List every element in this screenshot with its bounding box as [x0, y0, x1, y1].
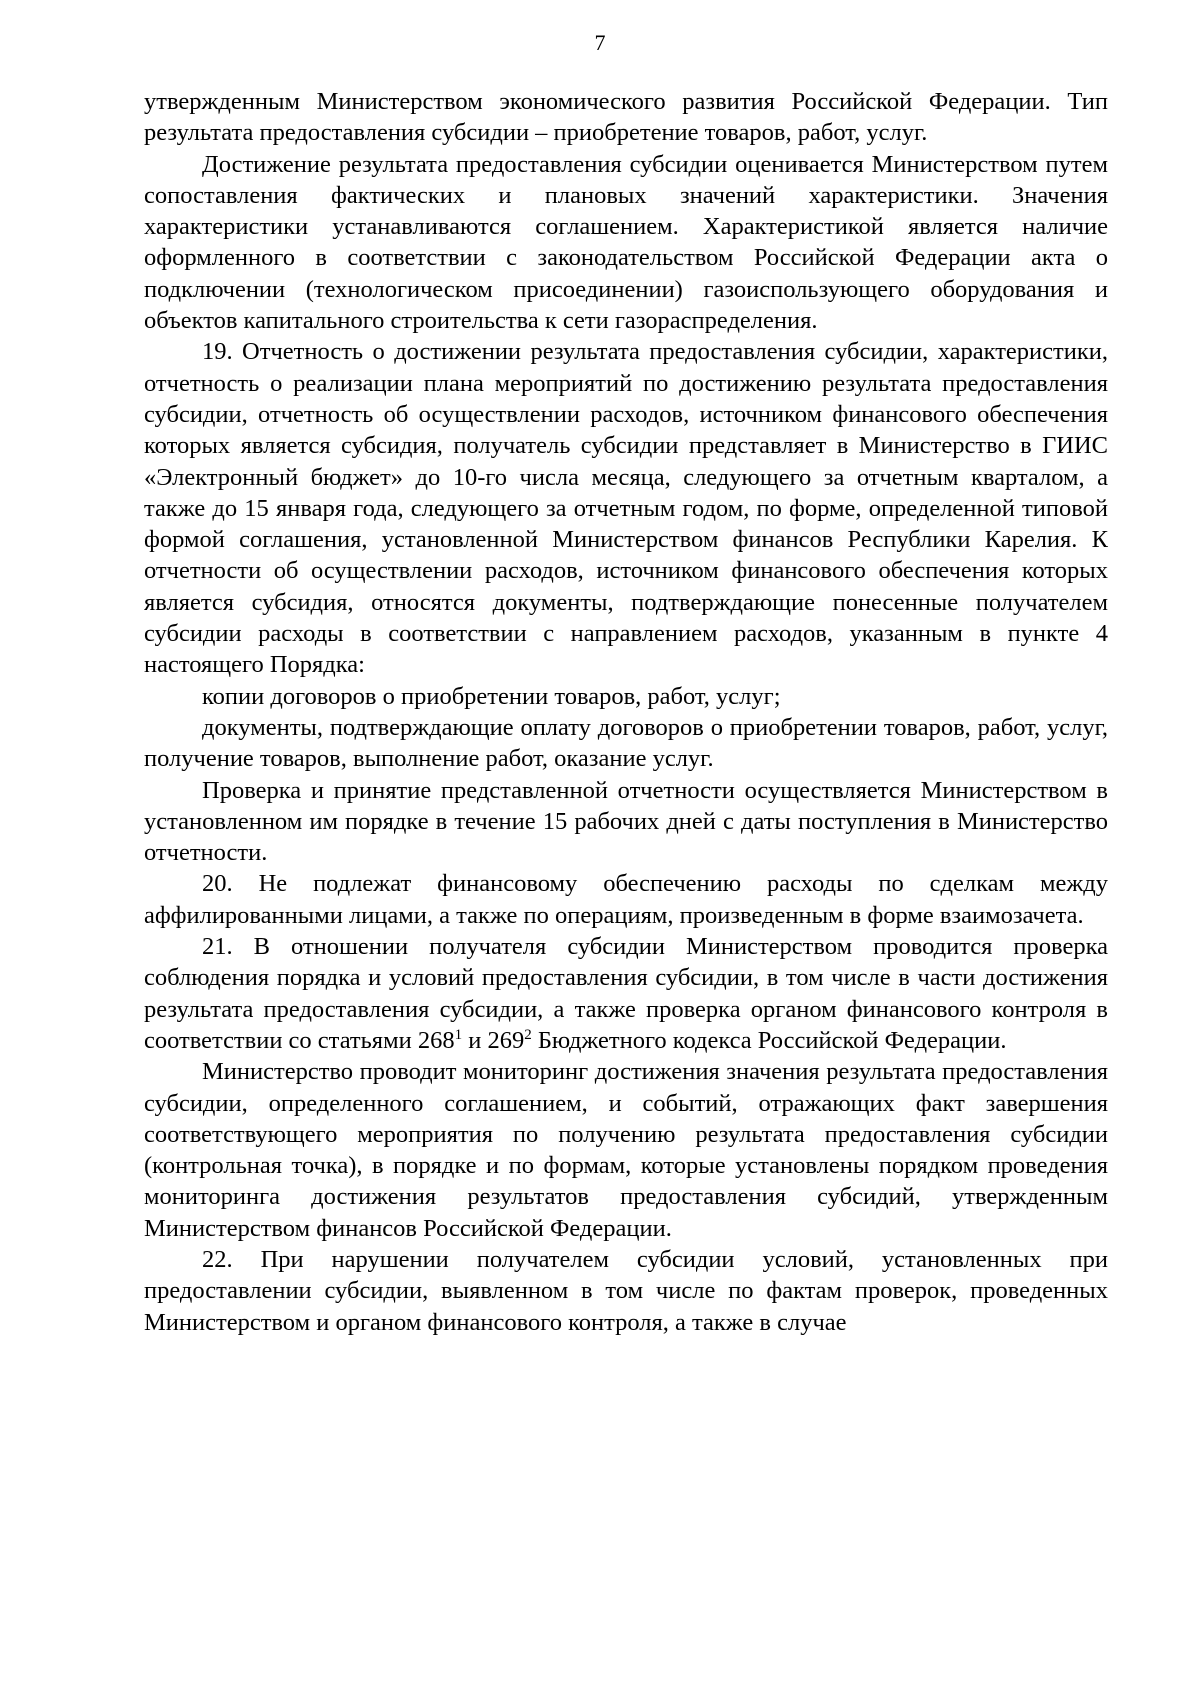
paragraph-21-text-part-1: 21. В отношении получателя субсидии Министерством проводится проверка соблюдения порядка и условий предоставления субсидии, в том числе в части достижения результата предоставления субсидии, а также проверка органом финансового контроля в соответствии со статьями 268: [144, 933, 1108, 1054]
superscript-article-268: 1: [454, 1026, 463, 1043]
paragraph-20-affiliated-expenses: 20. Не подлежат финансовому обеспечению расходы по сделкам между аффилированными лицами, а также по операциям, произведенным в форме взаимозачета.: [144, 870, 1108, 929]
document-body: [144, 86, 1108, 1338]
paragraph-result-assessment: Достижение результата предоставления субсидии оценивается Министерством путем сопоставления фактических и плановых значений характеристики. Значения характеристики устанавливаются соглашением. Характеристикой является наличие оформленного в соответствии с законодательством Российской Федерации акта о подключении (технологическом присоединении) газоиспользующего оборудования и объектов капитального строительства к сети газораспределения.: [144, 150, 1108, 335]
list-item-contract-copies: копии договоров о приобретении товаров, работ, услуг;: [202, 682, 781, 710]
paragraph-19-reporting: 19. Отчетность о достижении результата предоставления субсидии, характеристики, отчетность о реализации плана мероприятий по достижению результата предоставления субсидии, отчетность об осуществлении расходов, источником финансового обеспечения которых является субсидия, получатель субсидии представляет в Министерство в ГИИС «Электронный бюджет» до 10-го числа месяца, следующего за отчетным кварталом, а также до 15 января года, следующего за отчетным годом, по форме, определенной типовой формой соглашения, установленной Министерством финансов Республики Карелия. К отчетности об осуществлении расходов, источником финансового обеспечения которых является субсидия, относятся документы, подтверждающие понесенные получателем субсидии расходы в соответствии с направлением расходов, указанным в пункте 4 настоящего Порядка:: [144, 338, 1108, 679]
paragraph-intro-continuation: утвержденным Министерством экономического развития Российской Федерации. Тип результата предоставления субсидии – приобретение товаров, работ, услуг.: [144, 88, 1108, 147]
paragraph-monitoring: Министерство проводит мониторинг достижения значения результата предоставления субсидии, определенного соглашением, и событий, отражающих факт завершения соответствующего мероприятия по получению результата предоставления субсидии (контрольная точка), в порядке и по формам, которые установлены порядком проведения мониторинга достижения результатов предоставления субсидий, утвержденным Министерством финансов Российской Федерации.: [144, 1058, 1108, 1242]
paragraph-22-violations: 22. При нарушении получателем субсидии условий, установленных при предоставлении субсидии, выявленном в том числе по фактам проверок, проведенных Министерством и органом финансового контроля, а также в случае: [144, 1245, 1108, 1336]
paragraph-21-compliance-check: [144, 931, 1108, 1056]
paragraph-21-text-part-3: Бюджетного кодекса Российской Федерации.: [531, 1026, 1007, 1054]
page-number: 7: [594, 30, 606, 55]
list-item-payment-documents: документы, подтверждающие оплату договоров о приобретении товаров, работ, услуг, получение товаров, выполнение работ, оказание услуг.: [144, 713, 1108, 773]
superscript-article-269: 2: [524, 1026, 532, 1043]
paragraph-report-verification: Проверка и принятие представленной отчетности осуществляется Министерством в установленном им порядке в течение 15 рабочих дней с даты поступления в Министерство отчетности.: [144, 776, 1108, 867]
paragraph-21-text-part-2: и 269: [462, 1026, 525, 1054]
